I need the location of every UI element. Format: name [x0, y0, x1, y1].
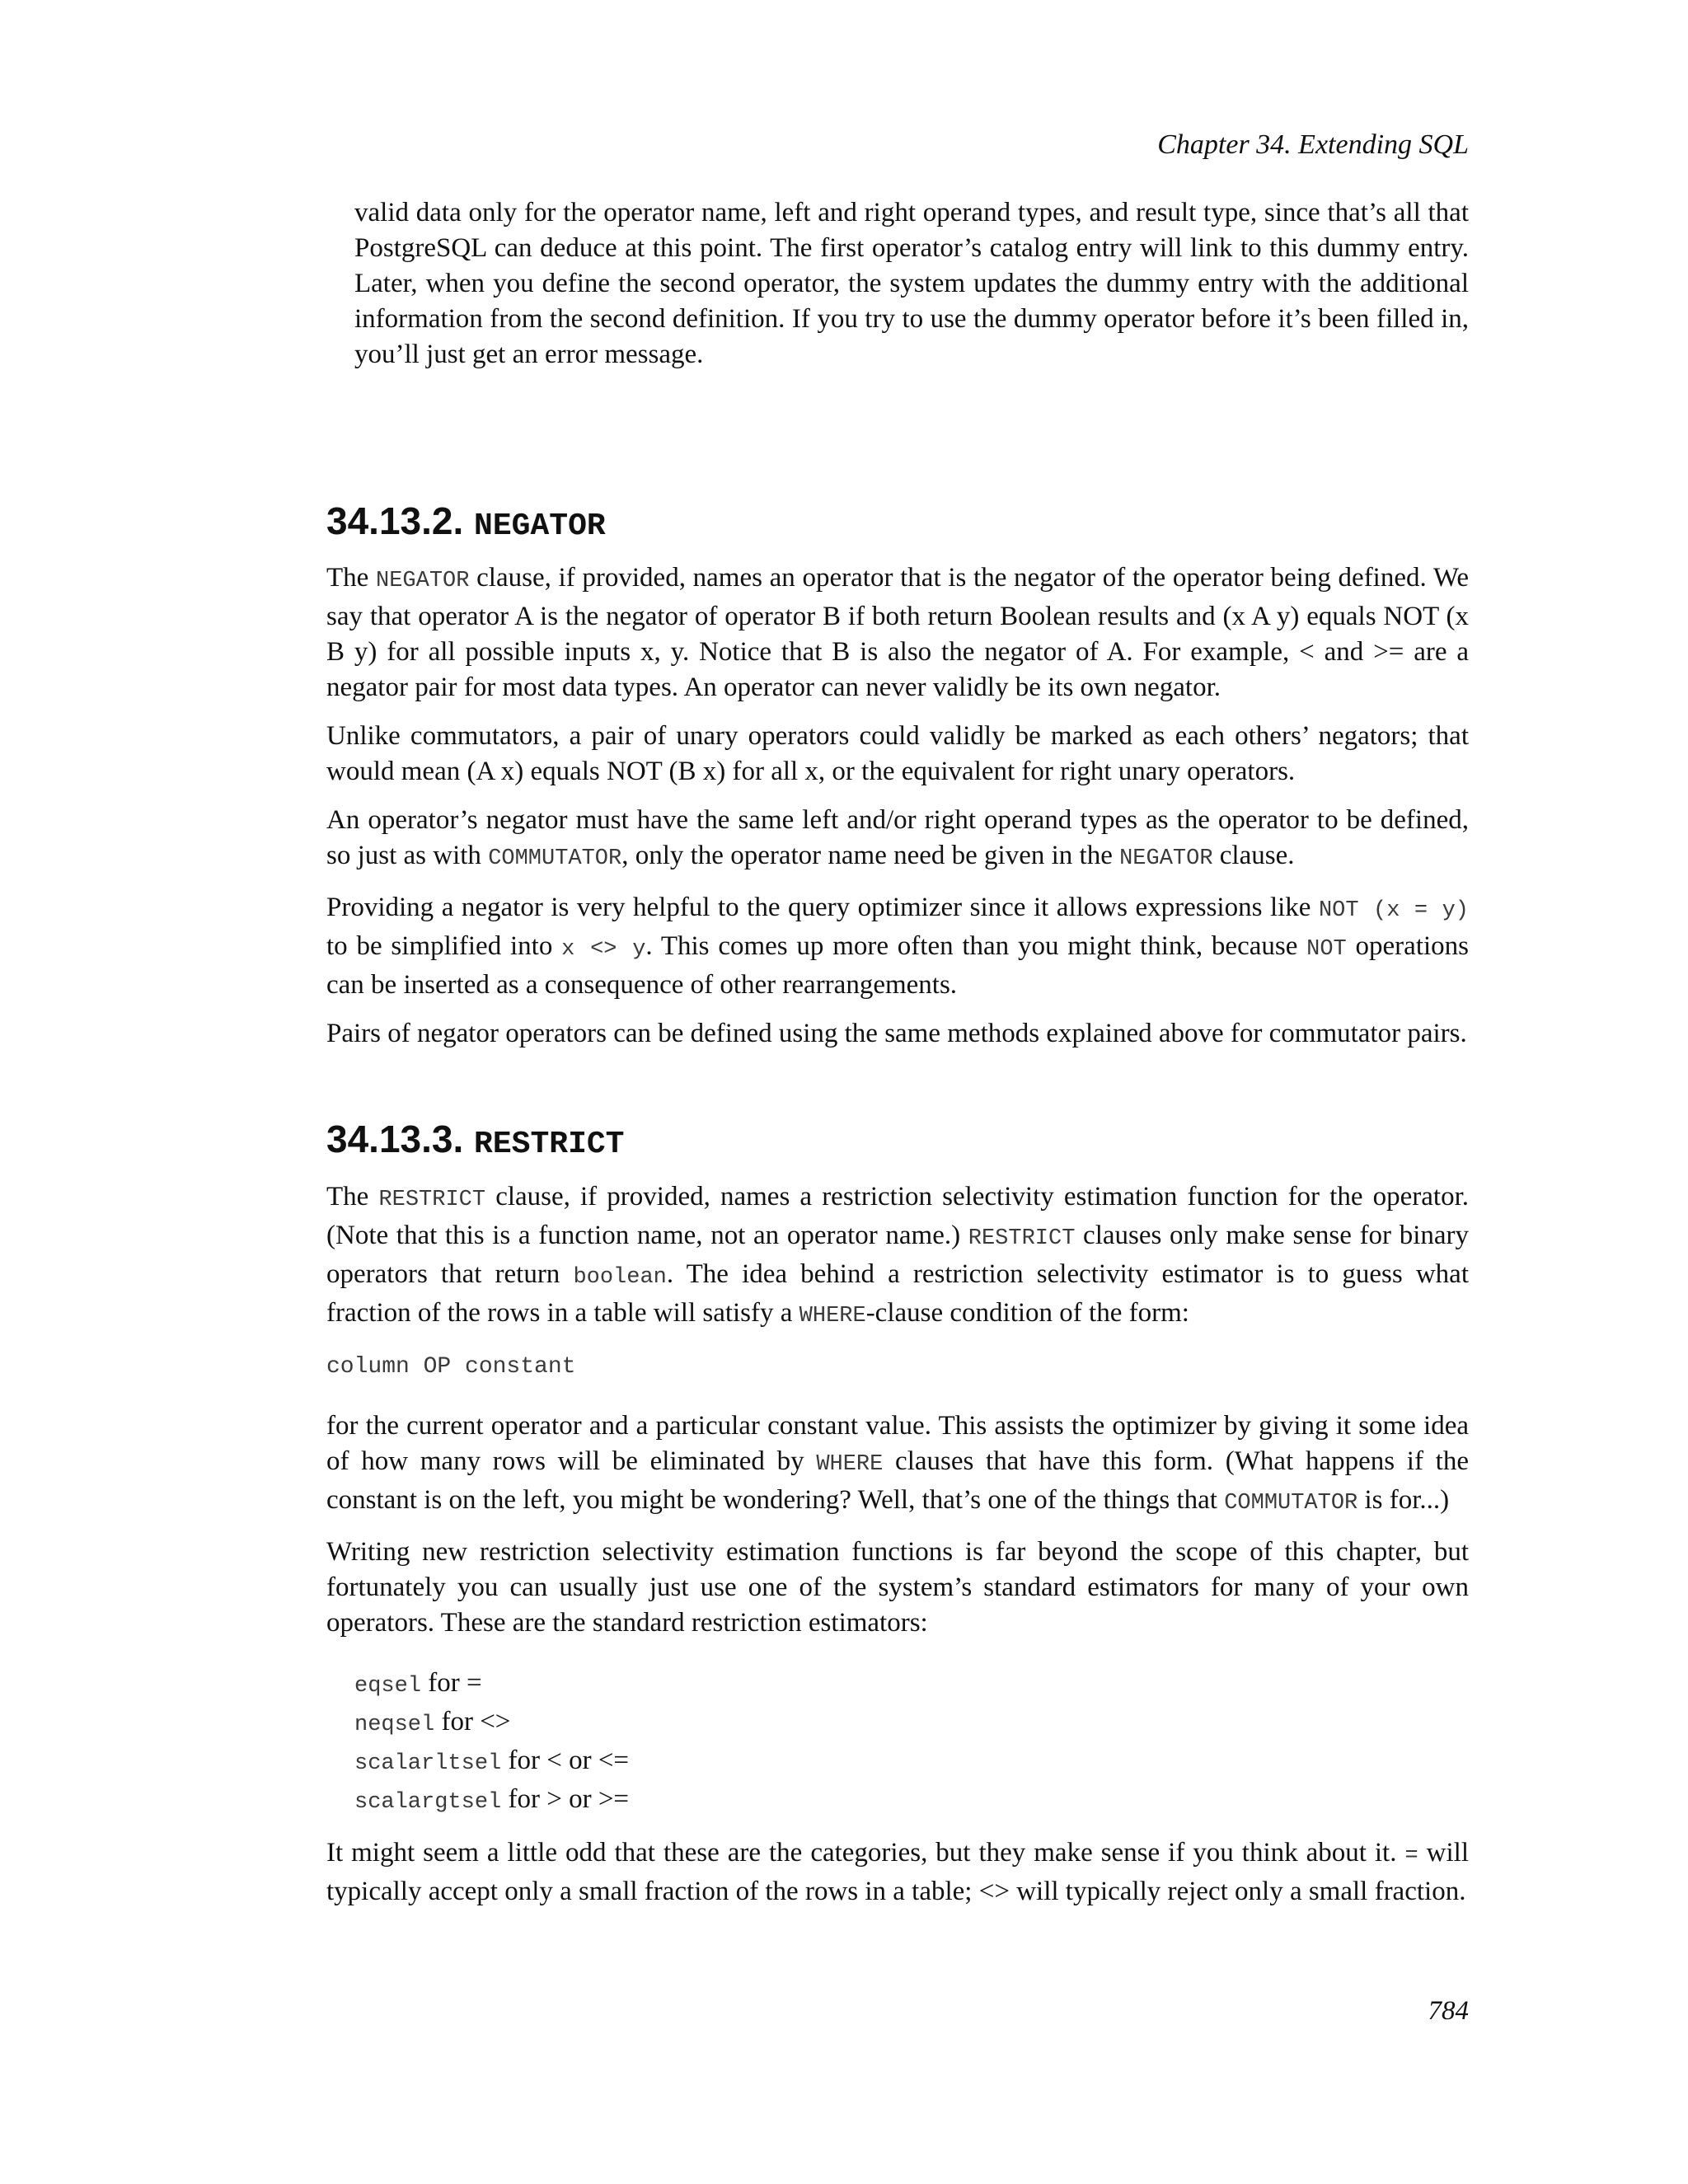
paragraph: [326, 1408, 1469, 1521]
code-block: column OP constant: [326, 1354, 576, 1380]
text: An operator’s negator must have the same left and/or right operand types as the operator to be defined, so just as with: [326, 805, 1469, 870]
inline-code: RESTRICT: [378, 1188, 486, 1212]
text: for < or <=: [501, 1746, 630, 1775]
text: . This comes up more often than you might think, because: [645, 931, 1307, 961]
text: for <>: [434, 1707, 511, 1736]
inline-code: COMMUTATOR: [1224, 1491, 1358, 1516]
text: for =: [421, 1668, 482, 1698]
section-heading-restrict: [326, 1116, 624, 1168]
text: The: [326, 563, 377, 593]
paragraph: [326, 803, 1469, 877]
section-number: 34.13.3.: [326, 1118, 464, 1160]
text: clauses that have this form. (What happens if the constant is on the left, you might be wondering? Well, that’s one of the things that: [326, 1446, 1469, 1515]
text: Providing a negator is very helpful to the query optimizer since it allows expressions like: [326, 893, 1319, 922]
restrict-section-body: [326, 1179, 1469, 1923]
text: will typically accept only a small fraction of the rows in a table; <> will typically reject only a small fraction.: [326, 1838, 1469, 1906]
running-head: Chapter 34. Extending SQL: [1157, 129, 1469, 160]
inline-code: WHERE: [799, 1304, 866, 1329]
list-item: [354, 1743, 1469, 1782]
text: to be simplified into: [326, 931, 562, 961]
intro-block: [354, 195, 1469, 373]
inline-code: COMMUTATOR: [488, 846, 622, 871]
inline-code: RESTRICT: [968, 1226, 1076, 1251]
text: operations can be inserted as a consequence of other rearrangements.: [326, 931, 1469, 1000]
paragraph: Unlike commutators, a pair of unary operators could validly be marked as each others’ negators; that would mean (A x) equals NOT (B x) for all x, or the equivalent for right unary operators.: [326, 721, 1469, 786]
function-name: scalarltsel: [354, 1751, 502, 1776]
text: for > or >=: [501, 1784, 630, 1814]
paragraph: Writing new restriction selectivity estimation functions is far beyond the scope of this chapter, but fortunately you can usually just use one of the system’s standard estimators for many of your own operators. These are the standard restriction estimators:: [326, 1537, 1469, 1638]
paragraph: [326, 1179, 1469, 1334]
inline-code: NEGATOR: [376, 569, 470, 593]
paragraph: [326, 560, 1469, 705]
list-item: [354, 1704, 1469, 1743]
list-item: [354, 1782, 1469, 1821]
inline-code: =: [1404, 1844, 1418, 1868]
inline-code: NOT (x = y): [1318, 898, 1469, 923]
text: , only the operator name need be given in the: [621, 841, 1120, 870]
section-number: 34.13.2.: [326, 499, 464, 542]
function-name: eqsel: [354, 1674, 422, 1699]
section-title-code: RESTRICT: [474, 1127, 625, 1162]
inline-code: x <> y: [561, 937, 646, 962]
paragraph: Pairs of negator operators can be defined using the same methods explained above for commutator pairs.: [326, 1019, 1467, 1048]
estimator-list: [354, 1666, 1469, 1821]
paragraph: [326, 1835, 1469, 1910]
intro-paragraph: valid data only for the operator name, left and right operand types, and result type, since that’s all that PostgreSQL can deduce at this point. The first operator’s catalog entry will link to this dummy entry. Later, when you define the second operator, the system updates the dummy entry with the additional information from the second definition. If you try to use the dummy operator before it’s been filled in, you’ll just get an error message.: [354, 198, 1469, 369]
inline-code: boolean: [573, 1265, 667, 1290]
text: -clause condition of the form:: [865, 1298, 1189, 1328]
text: . The idea behind a restriction selectivity estimator is to guess what fraction of the rows in a table will satisfy a: [326, 1259, 1469, 1328]
paragraph: [326, 890, 1469, 1003]
inline-code: WHERE: [816, 1452, 884, 1477]
inline-code: NOT: [1306, 937, 1347, 962]
function-name: scalargtsel: [354, 1790, 502, 1815]
text: clause, if provided, names an operator that is the negator of the operator being defined. We say that operator A is the negator of operator B if both return Boolean results and (x A y) equals NOT (x B y) for all possible inputs x, y. Notice that B is also the negator of A. For example, < and >= are a negator pair for most data types. An operator can never validly be its own negator.: [326, 563, 1470, 702]
inline-code: NEGATOR: [1119, 846, 1213, 871]
text: clause.: [1212, 841, 1295, 870]
section-title-code: NEGATOR: [474, 509, 606, 544]
text: for the current operator and a particular constant value. This assists the optimizer by giving it some idea of how many rows will be eliminated by: [326, 1411, 1469, 1476]
text: It might seem a little odd that these are the categories, but they make sense if you think about it.: [326, 1838, 1405, 1868]
text: is for...): [1357, 1485, 1450, 1515]
text: clause, if provided, names a restriction selectivity estimation function for the operator. (Note that this is a function name, not an operator name.): [326, 1182, 1469, 1250]
text: clauses only make sense for binary operators that return: [326, 1221, 1470, 1289]
function-name: neqsel: [354, 1713, 435, 1737]
list-item: [354, 1666, 1469, 1704]
text: The: [326, 1182, 379, 1212]
section-heading-negator: [326, 498, 606, 550]
page-number: 784: [1428, 1996, 1469, 2026]
negator-section-body: [326, 560, 1469, 1065]
